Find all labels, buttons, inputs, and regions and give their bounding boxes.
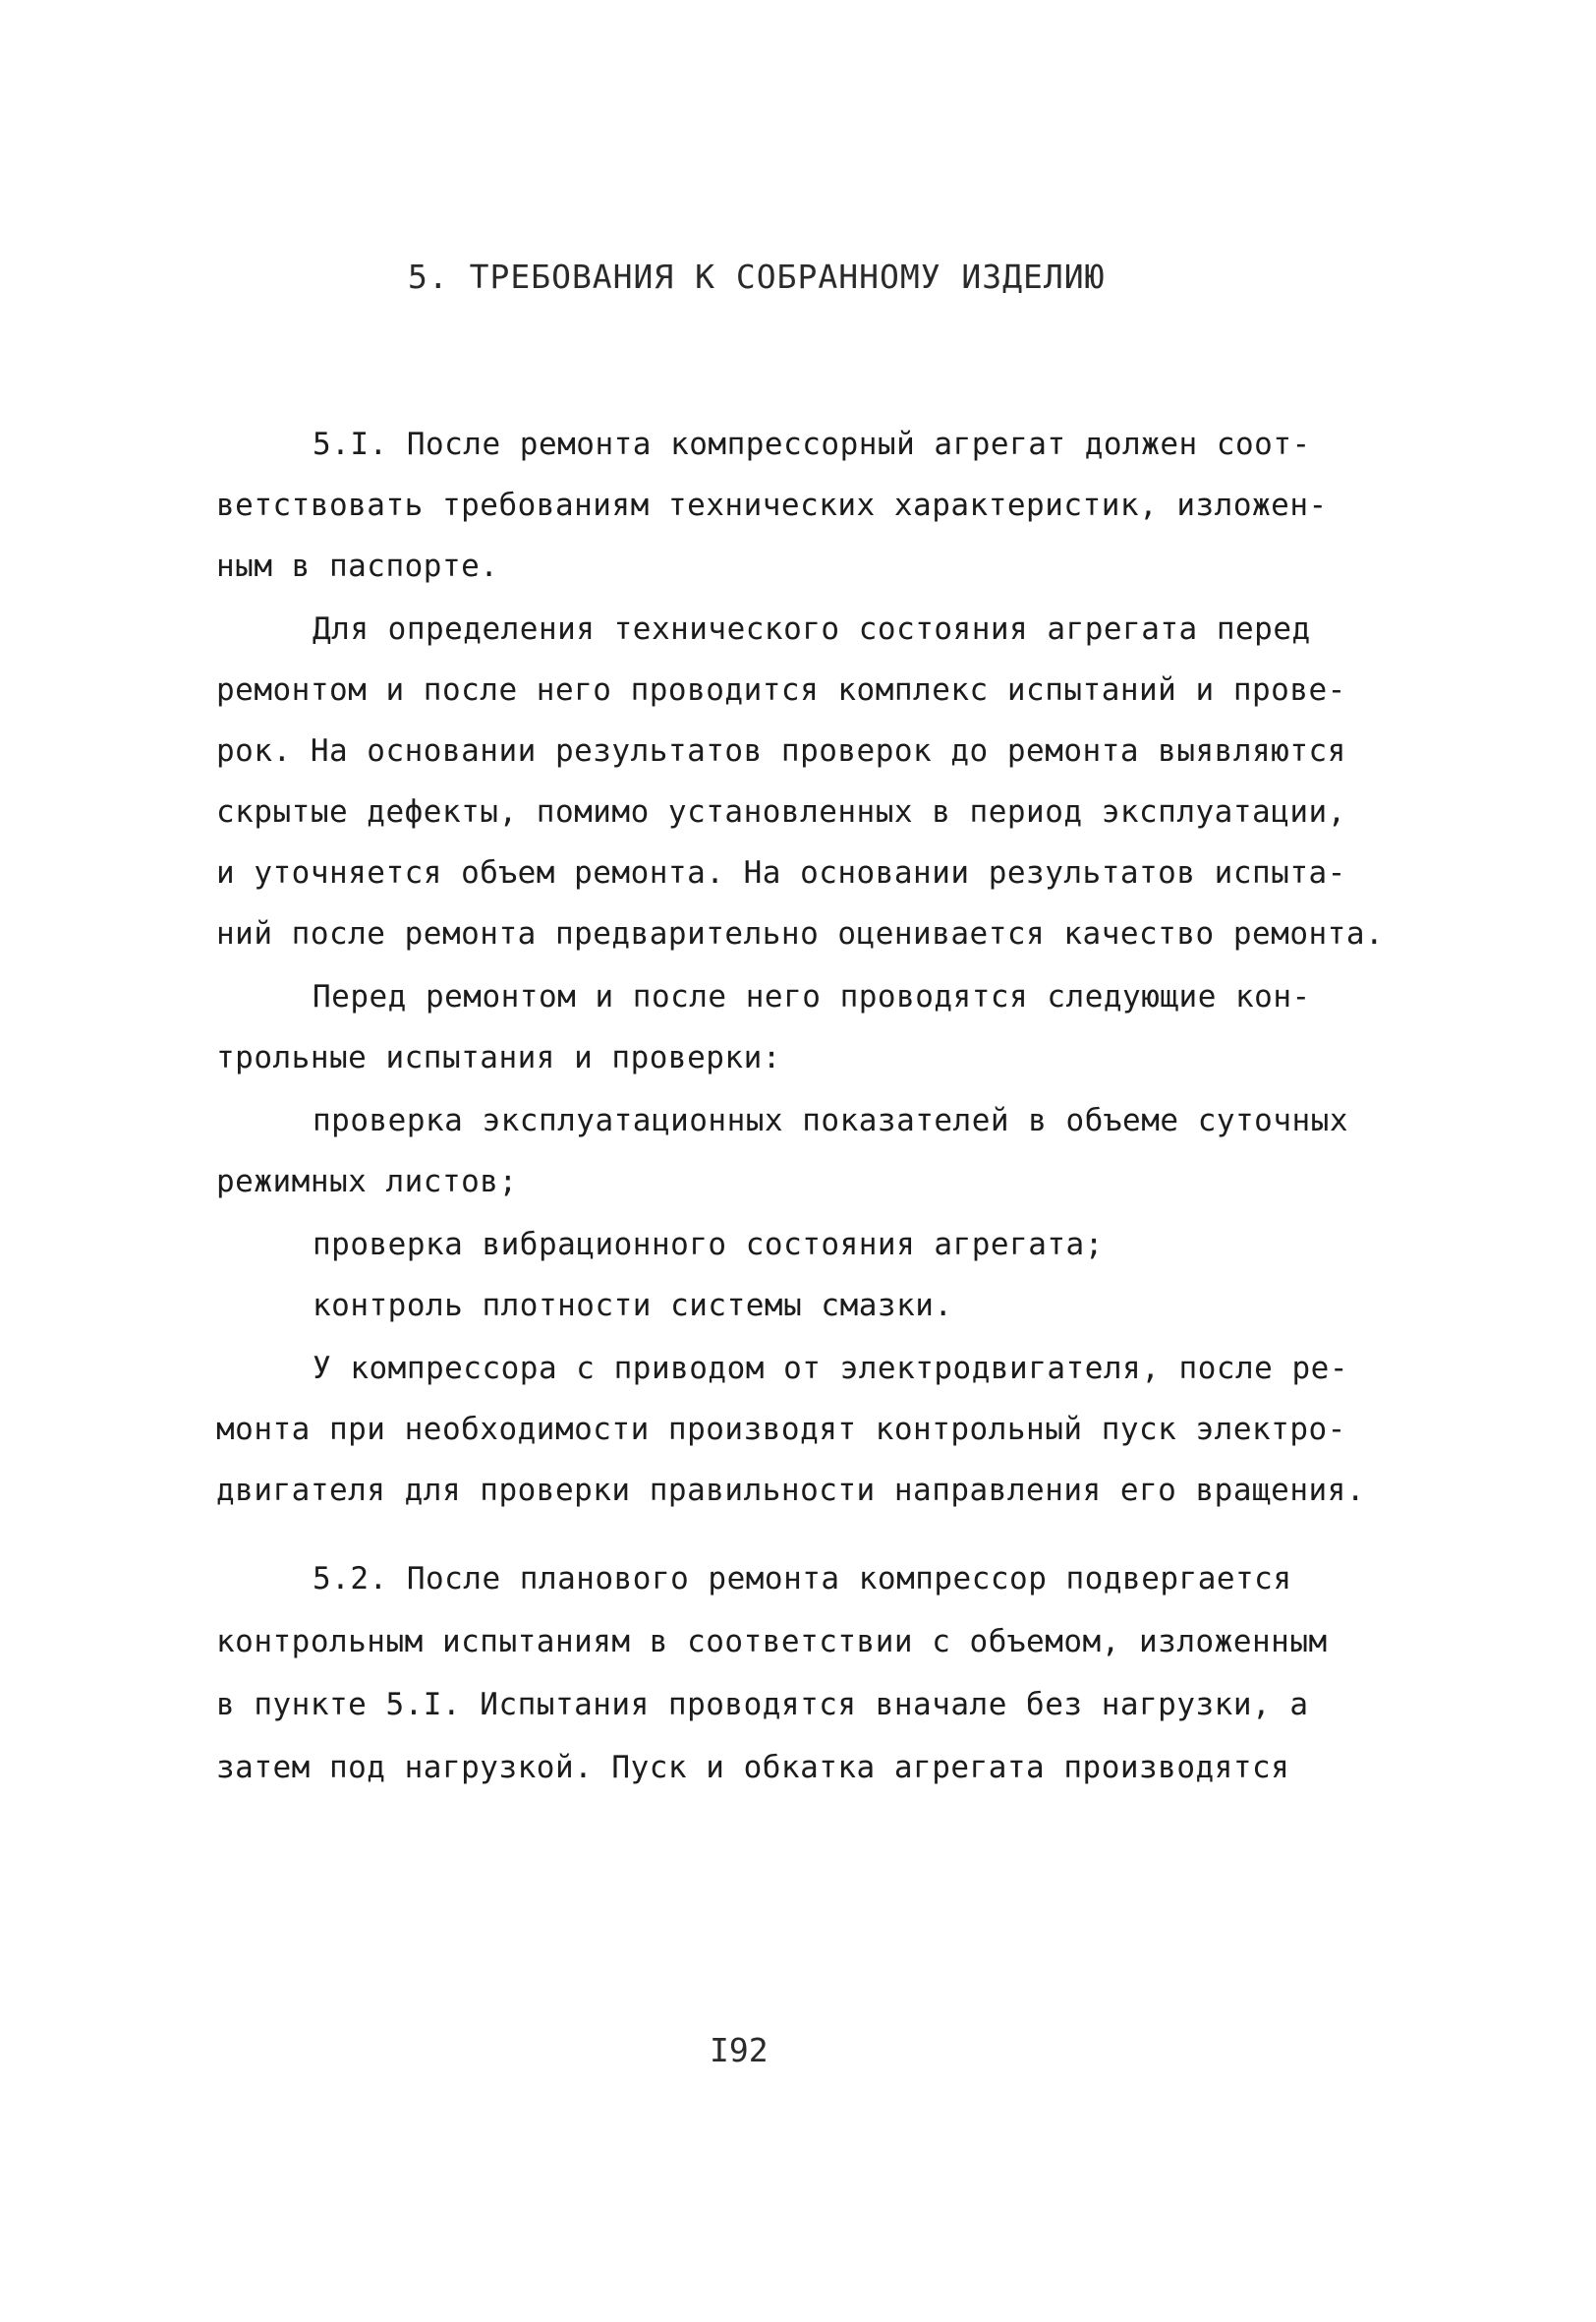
text-line: контрольным испытаниям в соответствии с объемом, изложенным <box>216 1624 1328 1659</box>
text-line: скрытые дефекты, помимо установленных в период эксплуатации, <box>216 794 1346 830</box>
list-item: проверка эксплуатационных показателей в объеме суточных <box>313 1103 1348 1138</box>
text-line: режимных листов; <box>216 1164 518 1199</box>
text-line: и уточняется объем ремонта. На основании результатов испыта- <box>216 855 1346 891</box>
text-line: в пункте 5.I. Испытания проводятся вначале без нагрузки, а <box>216 1687 1309 1722</box>
text-line: Перед ремонтом и после него проводятся следующие кон- <box>313 979 1311 1015</box>
text-line: ремонтом и после него проводится комплекс испытаний и прове- <box>216 672 1346 708</box>
text-line: ний после ремонта предварительно оценивается качество ремонта. <box>216 916 1385 952</box>
list-item: контроль плотности системы смазки. <box>313 1288 953 1323</box>
text-line: ным в паспорте. <box>216 549 499 584</box>
text-line: двигателя для проверки правильности направления его вращения. <box>216 1473 1365 1508</box>
page-number: I92 <box>710 2031 769 2069</box>
text-line: ветствовать требованиям технических характеристик, изложен- <box>216 488 1328 523</box>
list-item: проверка вибрационного состояния агрегата; <box>313 1227 1104 1262</box>
text-line: Для определения технического состояния агрегата перед <box>313 611 1311 647</box>
text-line: 5.2. После планового ремонта компрессор подвергается <box>313 1561 1292 1596</box>
text-line: 5.I. После ремонта компрессорный агрегат должен соот- <box>313 427 1311 462</box>
text-line: рок. На основании результатов проверок до ремонта выявляются <box>216 733 1346 769</box>
text-line: затем под нагрузкой. Пуск и обкатка агрегата производятся <box>216 1750 1290 1785</box>
section-heading: 5. ТРЕБОВАНИЯ К СОБРАННОМУ ИЗДЕЛИЮ <box>408 258 1106 296</box>
text-line: монта при необходимости производят контрольный пуск электро- <box>216 1412 1346 1447</box>
text-line: У компрессора с приводом от электродвигателя, после ре- <box>313 1351 1348 1386</box>
text-line: трольные испытания и проверки: <box>216 1040 781 1075</box>
